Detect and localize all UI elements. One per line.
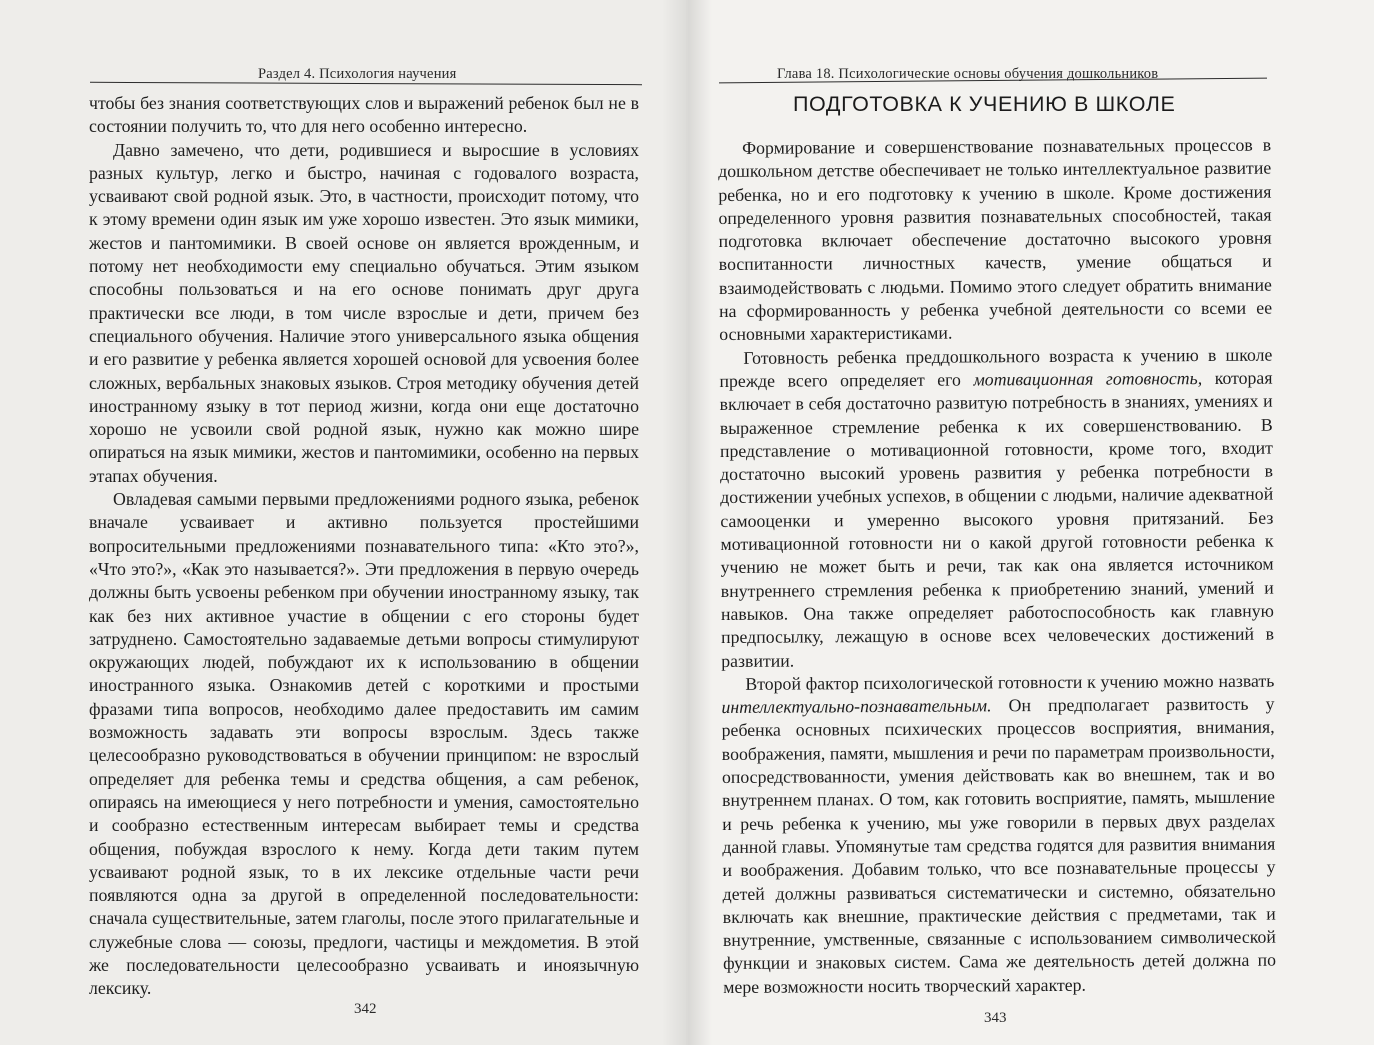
paragraph: Давно замечено, что дети, родившиеся и выросшие в условиях разных культур, легко и быстро, начиная с годовалого возраста, усваивают свой родной язык. Это, в частности, происходит потому, что к этому времени один язык им уже хорошо известен. Это язык мимики, жестов и пантомимики. В своей основе он является врожденным, и потому нет необходимости ему специально обучаться. Этим языком способны пользоваться и на его основе понимать друг друга практически все люди, в том числе взрослые и дети, причем без специального обучения. Наличие этого универсального языка общения и его развитие у ребенка является хорошей основой для усвоения более сложных, вербальных знаковых языков. Строя методику обучения детей иностранному языку в тот период жизни, когда они еще достаточно хорошо не усвоили свой родной язык, нужно как можно шире опираться на язык мимики, жестов и пантомимики, особенно на первых этапах обучения. bbox=[89, 139, 639, 486]
paragraph: Овладевая самыми первыми предложениями родного языка, ребенок вначале усваивает и активно пользуется простейшими вопросительными предложениями познавательного типа: «Кто это?», «Что это?», «Как это называется?». Эти предложения в первую очередь должны быть усвоены ребенком при обучении иностранному языку, так как без них активное участие в общении с его стороны будет затруднено. Самостоятельно задаваемые детьми вопросы стимулируют окружающих людей, побуждают их к использованию в общении иностранного языка. Ознакомив детей с короткими и простыми фразами типа вопросов, необходимо далее предоставить им самим возможность задавать эти вопросы взрослым. Здесь также целесообразно руководствоваться в обучении принципом: не взрослый определяет для ребенка темы и средства общения, а сам ребенок, опираясь на имеющиеся у него потребности и умения, самостоятельно и сообразно естественным интересам выбирает темы и средства общения, побуждая взрослого к нему. Когда дети таким путем усваивают родной язык, то в их лексике отдельные части речи появляются одна за другой в определенной последовательности: сначала существительные, затем глаголы, после этого прилагательные и служебные слова — союзы, предлоги, частицы и междометия. В этой же последовательности целесообразно усваивать и иноязычную лексику. bbox=[89, 489, 639, 999]
book-gutter-shadow bbox=[662, 0, 712, 1045]
text-run: Второй фактор психологической готовности к учению можно назвать bbox=[745, 670, 1275, 694]
running-head: Глава 18. Психологические основы обучения дошкольников bbox=[777, 66, 1159, 82]
page-number: 342 bbox=[354, 1001, 377, 1017]
emphasized-term: интеллектуально-познавательным. bbox=[721, 695, 992, 718]
running-head: Раздел 4. Психология научения bbox=[258, 66, 457, 82]
paragraph: чтобы без знания соответствующих слов и выражений ребенок был не в состоянии получить то, что для него особенно интересно. bbox=[89, 93, 639, 137]
header-rule bbox=[90, 82, 642, 85]
right-page-body bbox=[718, 134, 1276, 999]
section-title: ПОДГОТОВКА К УЧЕНИЮ В ШКОЛЕ bbox=[793, 92, 1176, 116]
right-page bbox=[687, 0, 1374, 1045]
emphasized-term: мотивационная готовность, bbox=[973, 368, 1203, 390]
paragraph: Формирование и совершенствование познавательных процессов в дошкольном детстве обеспечивает не только интеллектуальное развитие ребенка, но и его подготовку к учению в школе. Кроме достижения определенного уровня развития познавательных способностей, такая подготовка включает обеспечение достаточно высокого уровня воспитанности личностных качеств, умение общаться и взаимодействовать с людьми. Помимо этого следует обратить внимание на сформированность у ребенка учебной деятельности со всеми ее основными характеристиками. bbox=[718, 134, 1273, 345]
paragraph bbox=[719, 343, 1274, 673]
page-number: 343 bbox=[984, 1010, 1007, 1026]
text-run: Он предполагает развитость у ребенка основных психических процессов восприятия, внимания, воображения, памяти, мышления и речи по параметрам произвольности, опосредствованности, умения действовать как во внешнем, так и во внутреннем планах. О том, как готовить восприятие, память, мышление и речь ребенка к учению, мы уже говорили в первых двух разделах данной главы. Упомянутые там средства годятся для развития внимания и воображения. Добавим только, что все познавательные процессы у детей должны развиваться систематически и системно, обязательно включать как внешние, практические действия с предметами, так и внутренние, умственные, связанные с использованием символической функции и знаковых систем. Сама же деятельность детей должна по мере возможности носить творческий характер. bbox=[721, 693, 1277, 997]
text-run: которая включает в себя достаточно развитую потребность в знаниях, умениях и выраженное стремление ребенка к их совершенствованию. В представление о мотивационной готовности, кроме того, входит достаточно высокий уровень развития у ребенка потребности в достижении учебных успехов, в общении с людьми, наличие адекватной самооценки и умеренно высокого уровня притязаний. Без мотивационной готовности ни о какой другой готовности ребенка к учению не может быть и речи, так как она является источником внутреннего стремления ребенка к приобретению знаний, умений и навыков. Она также определяет работоспособность как главную предпосылку, лежащую в основе всех человеческих достижений в развитии. bbox=[719, 367, 1275, 671]
text-run: Готовность ребенка преддошкольного возраста к учению в школе прежде всего определяет его bbox=[719, 344, 1273, 391]
paragraph bbox=[721, 669, 1276, 999]
left-page-body bbox=[89, 92, 639, 1001]
